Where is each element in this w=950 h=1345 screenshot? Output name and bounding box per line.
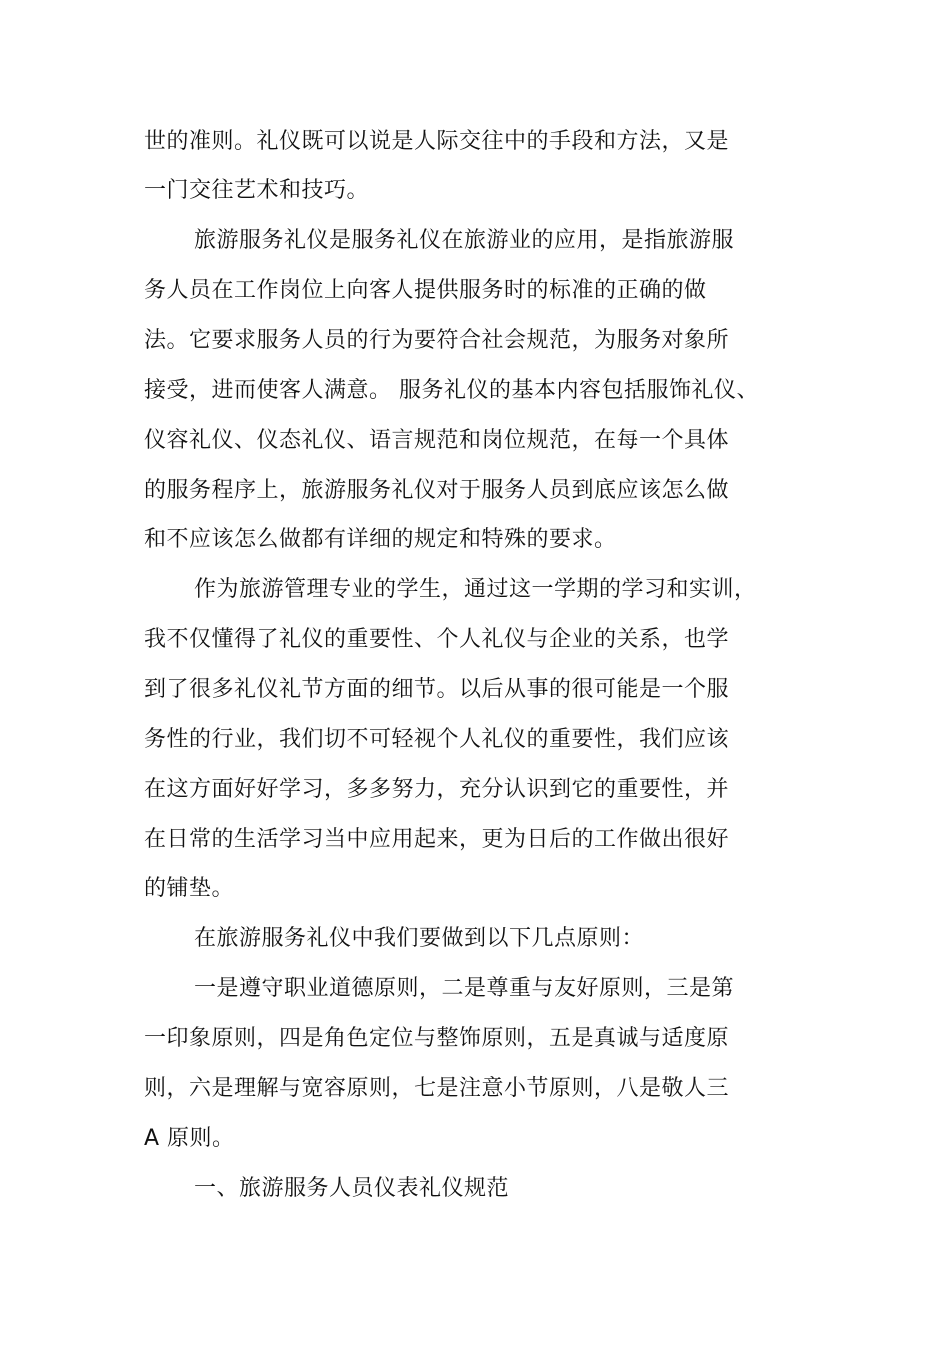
text-line: 在日常的生活学习当中应用起来，更为日后的工作做出很好 bbox=[144, 827, 730, 852]
text-line: A 原则。 bbox=[144, 1126, 235, 1151]
text-line: 的铺垫。 bbox=[144, 876, 235, 901]
text-line: 到了很多礼仪礼节方面的细节。以后从事的很可能是一个服 bbox=[144, 677, 730, 702]
text-line: 务性的行业，我们切不可轻视个人礼仪的重要性，我们应该 bbox=[144, 727, 730, 752]
paragraph-start-line: 作为旅游管理专业的学生，通过这一学期的学习和实训， bbox=[194, 577, 757, 602]
text-line: 务人员在工作岗位上向客人提供服务时的标准的正确的做 bbox=[144, 278, 707, 303]
text-line: 则，六是理解与宽容原则，七是注意小节原则，八是敬人三 bbox=[144, 1076, 730, 1101]
paragraph-start-line: 旅游服务礼仪是服务礼仪在旅游业的应用，是指旅游服 bbox=[194, 228, 735, 253]
text-line: 法。它要求服务人员的行为要符合社会规范，为服务对象所 bbox=[144, 328, 730, 353]
text-line: 世的准则。礼仪既可以说是人际交往中的手段和方法，又是 bbox=[144, 129, 730, 154]
paragraph-start-line: 一是遵守职业道德原则，二是尊重与友好原则，三是第 bbox=[194, 976, 735, 1001]
text-line: 的服务程序上，旅游服务礼仪对于服务人员到底应该怎么做 bbox=[144, 478, 730, 503]
text-line: 接受，进而使客人满意。 服务礼仪的基本内容包括服饰礼仪、 bbox=[144, 378, 759, 403]
text-line: 仪容礼仪、仪态礼仪、语言规范和岗位规范，在每一个具体 bbox=[144, 428, 730, 453]
section-heading: 一、旅游服务人员仪表礼仪规范 bbox=[194, 1176, 510, 1201]
text-line: 我不仅懂得了礼仪的重要性、个人礼仪与企业的关系，也学 bbox=[144, 627, 730, 652]
text-line: 和不应该怎么做都有详细的规定和特殊的要求。 bbox=[144, 527, 617, 552]
text-line: 在这方面好好学习，多多努力，充分认识到它的重要性，并 bbox=[144, 777, 730, 802]
paragraph-start-line: 在旅游服务礼仪中我们要做到以下几点原则： bbox=[194, 926, 645, 951]
text-line: 一印象原则，四是角色定位与整饰原则，五是真诚与适度原 bbox=[144, 1026, 730, 1051]
text-line: 一门交往艺术和技巧。 bbox=[144, 178, 370, 203]
